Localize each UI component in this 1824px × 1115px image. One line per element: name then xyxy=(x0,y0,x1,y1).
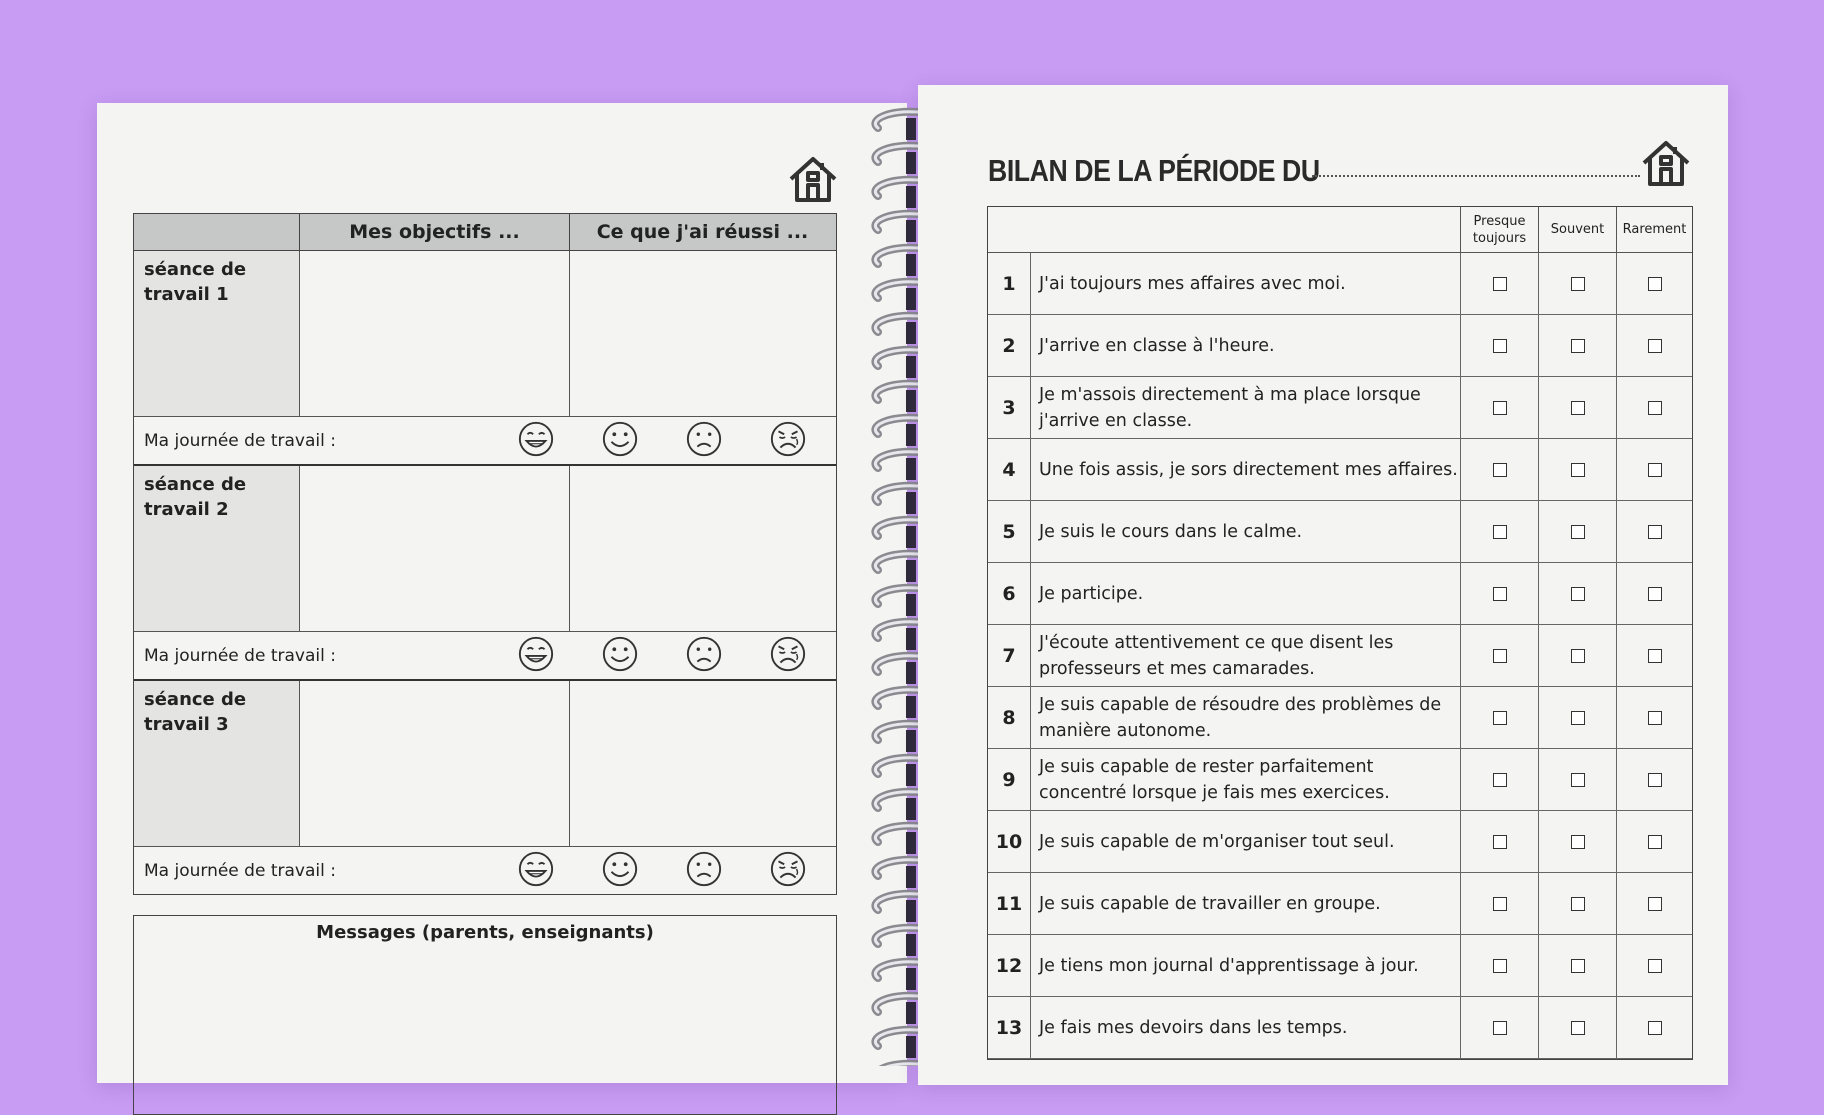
bilan-row xyxy=(988,625,1692,687)
header-souvent: Souvent xyxy=(1539,207,1617,252)
checkbox-presque-toujours[interactable] xyxy=(1461,253,1539,314)
session-label: séance de travail 2 xyxy=(134,466,300,631)
checkbox-rarement[interactable] xyxy=(1617,997,1692,1058)
header-reussi: Ce que j'ai réussi ... xyxy=(596,221,809,243)
journee-row xyxy=(134,847,836,894)
crying-face-icon[interactable] xyxy=(769,635,807,677)
checkbox-rarement[interactable] xyxy=(1617,749,1692,810)
checkbox-presque-toujours[interactable] xyxy=(1461,501,1539,562)
item-number: 7 xyxy=(988,625,1031,686)
item-number: 6 xyxy=(988,563,1031,624)
bilan-row xyxy=(988,811,1692,873)
date-dotted-line[interactable] xyxy=(1312,175,1640,177)
checkbox-souvent[interactable] xyxy=(1539,873,1617,934)
item-text: Je suis capable de rester parfaitement concentré lorsque je fais mes exercices. xyxy=(1031,749,1461,810)
journee-label: Ma journée de travail : xyxy=(144,860,336,881)
checkbox-souvent[interactable] xyxy=(1539,253,1617,314)
checkbox-souvent[interactable] xyxy=(1539,439,1617,500)
session-label: séance de travail 3 xyxy=(134,681,300,846)
header-presque-toujours: Presque toujours xyxy=(1461,207,1539,252)
checkbox-rarement[interactable] xyxy=(1617,625,1692,686)
checkbox-presque-toujours[interactable] xyxy=(1461,315,1539,376)
checkbox-souvent[interactable] xyxy=(1539,997,1617,1058)
item-text: Je suis le cours dans le calme. xyxy=(1031,501,1461,562)
bilan-table xyxy=(987,206,1693,1060)
mood-faces xyxy=(494,850,836,892)
item-text: Je fais mes devoirs dans les temps. xyxy=(1031,997,1461,1058)
session-row xyxy=(134,681,836,847)
checkbox-presque-toujours[interactable] xyxy=(1461,687,1539,748)
checkbox-rarement[interactable] xyxy=(1617,811,1692,872)
header-objectifs: Mes objectifs ... xyxy=(300,214,570,250)
reussi-cell[interactable] xyxy=(570,681,835,846)
bilan-row xyxy=(988,687,1692,749)
header-question xyxy=(988,207,1461,252)
bilan-row xyxy=(988,563,1692,625)
checkbox-presque-toujours[interactable] xyxy=(1461,377,1539,438)
house-icon xyxy=(787,153,839,205)
bilan-row xyxy=(988,997,1692,1059)
bilan-row xyxy=(988,315,1692,377)
checkbox-rarement[interactable] xyxy=(1617,439,1692,500)
checkbox-souvent[interactable] xyxy=(1539,377,1617,438)
journee-row xyxy=(134,417,836,464)
checkbox-presque-toujours[interactable] xyxy=(1461,749,1539,810)
item-text: Je suis capable de travailler en groupe. xyxy=(1031,873,1461,934)
smiling-face-icon[interactable] xyxy=(601,420,639,462)
grinning-face-icon[interactable] xyxy=(517,635,555,677)
item-number: 5 xyxy=(988,501,1031,562)
mood-faces xyxy=(494,635,836,677)
crying-face-icon[interactable] xyxy=(769,420,807,462)
checkbox-rarement[interactable] xyxy=(1617,873,1692,934)
item-text: J'écoute attentivement ce que disent les professeurs et mes camarades. xyxy=(1031,625,1461,686)
checkbox-presque-toujours[interactable] xyxy=(1461,935,1539,996)
item-number: 8 xyxy=(988,687,1031,748)
item-text: Je m'assois directement à ma place lorsque j'arrive en classe. xyxy=(1031,377,1461,438)
smiling-face-icon[interactable] xyxy=(601,635,639,677)
left-notebook-page xyxy=(97,103,907,1083)
bilan-row xyxy=(988,873,1692,935)
checkbox-rarement[interactable] xyxy=(1617,501,1692,562)
item-text: J'arrive en classe à l'heure. xyxy=(1031,315,1461,376)
item-text: Une fois assis, je sors directement mes affaires. xyxy=(1031,439,1461,500)
checkbox-souvent[interactable] xyxy=(1539,811,1617,872)
journee-label: Ma journée de travail : xyxy=(144,645,336,666)
checkbox-souvent[interactable] xyxy=(1539,625,1617,686)
sessions-table xyxy=(133,213,837,895)
checkbox-rarement[interactable] xyxy=(1617,687,1692,748)
messages-box[interactable] xyxy=(133,915,837,1115)
item-text: J'ai toujours mes affaires avec moi. xyxy=(1031,253,1461,314)
bilan-row xyxy=(988,377,1692,439)
checkbox-rarement[interactable] xyxy=(1617,253,1692,314)
checkbox-souvent[interactable] xyxy=(1539,563,1617,624)
item-number: 1 xyxy=(988,253,1031,314)
page-title: BILAN DE LA PÉRIODE DU xyxy=(988,153,1320,188)
checkbox-presque-toujours[interactable] xyxy=(1461,997,1539,1058)
item-number: 11 xyxy=(988,873,1031,934)
bilan-table-header xyxy=(988,207,1692,253)
bilan-row xyxy=(988,749,1692,811)
checkbox-souvent[interactable] xyxy=(1539,935,1617,996)
bilan-row xyxy=(988,439,1692,501)
item-text: Je participe. xyxy=(1031,563,1461,624)
checkbox-presque-toujours[interactable] xyxy=(1461,811,1539,872)
frowning-face-icon[interactable] xyxy=(685,635,723,677)
item-number: 10 xyxy=(988,811,1031,872)
sessions-table-header xyxy=(134,214,836,251)
messages-title: Messages (parents, enseignants) xyxy=(316,922,654,943)
session-block xyxy=(134,681,836,894)
journee-label: Ma journée de travail : xyxy=(144,430,336,451)
grinning-face-icon[interactable] xyxy=(517,420,555,462)
checkbox-souvent[interactable] xyxy=(1539,749,1617,810)
objectifs-cell[interactable] xyxy=(300,466,570,631)
item-number: 4 xyxy=(988,439,1031,500)
frowning-face-icon[interactable] xyxy=(685,420,723,462)
checkbox-rarement[interactable] xyxy=(1617,377,1692,438)
item-text: Je suis capable de m'organiser tout seul. xyxy=(1031,811,1461,872)
session-label: séance de travail 1 xyxy=(134,251,300,416)
bilan-row xyxy=(988,935,1692,997)
session-block xyxy=(134,466,836,681)
checkbox-presque-toujours[interactable] xyxy=(1461,439,1539,500)
checkbox-presque-toujours[interactable] xyxy=(1461,563,1539,624)
bilan-row xyxy=(988,501,1692,563)
item-number: 2 xyxy=(988,315,1031,376)
item-text: Je tiens mon journal d'apprentissage à jour. xyxy=(1031,935,1461,996)
item-text: Je suis capable de résoudre des problèmes de manière autonome. xyxy=(1031,687,1461,748)
checkbox-souvent[interactable] xyxy=(1539,687,1617,748)
smiling-face-icon[interactable] xyxy=(601,850,639,892)
right-notebook-page xyxy=(918,85,1728,1085)
journee-row xyxy=(134,632,836,679)
mood-faces xyxy=(494,420,836,462)
checkbox-presque-toujours[interactable] xyxy=(1461,873,1539,934)
reussi-cell[interactable] xyxy=(570,251,835,416)
checkbox-rarement[interactable] xyxy=(1617,315,1692,376)
item-number: 9 xyxy=(988,749,1031,810)
item-number: 13 xyxy=(988,997,1031,1058)
checkbox-souvent[interactable] xyxy=(1539,315,1617,376)
house-icon xyxy=(1640,137,1692,189)
item-number: 12 xyxy=(988,935,1031,996)
bilan-row xyxy=(988,253,1692,315)
objectifs-cell[interactable] xyxy=(300,681,570,846)
frowning-face-icon[interactable] xyxy=(685,850,723,892)
checkbox-rarement[interactable] xyxy=(1617,935,1692,996)
session-row xyxy=(134,466,836,632)
item-number: 3 xyxy=(988,377,1031,438)
session-block xyxy=(134,251,836,466)
grinning-face-icon[interactable] xyxy=(517,850,555,892)
reussi-cell[interactable] xyxy=(570,466,835,631)
objectifs-cell[interactable] xyxy=(300,251,570,416)
checkbox-rarement[interactable] xyxy=(1617,563,1692,624)
checkbox-presque-toujours[interactable] xyxy=(1461,625,1539,686)
session-row xyxy=(134,251,836,417)
header-rarement: Rarement xyxy=(1622,222,1687,237)
header-blank xyxy=(134,214,300,250)
checkbox-souvent[interactable] xyxy=(1539,501,1617,562)
crying-face-icon[interactable] xyxy=(769,850,807,892)
